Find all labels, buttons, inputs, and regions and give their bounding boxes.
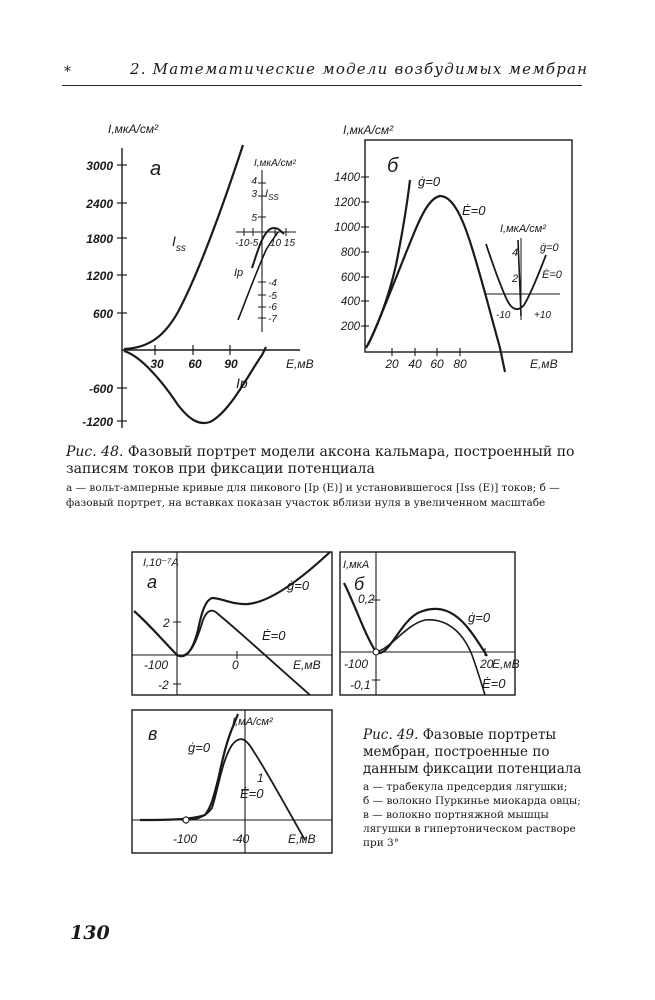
fig49b-xtick: 20 (480, 657, 494, 671)
fig48a-xtick: 30 (150, 357, 164, 371)
fig49a-panel-label: а (147, 572, 158, 592)
fig48a-inset-ytick: 5 (251, 213, 257, 224)
fig48b-ytick: 200 (340, 321, 360, 333)
fig49c-ylabel: I,мА/см² (232, 716, 273, 728)
fig48a-labels (82, 122, 313, 429)
fig48-caption-number: Рис. 48. (66, 444, 124, 460)
fig49c-ytick: 1 (257, 771, 264, 785)
fig48b-inset-xtick: -10 (496, 310, 511, 321)
fig48a-inset-ytick: 3 (251, 189, 257, 200)
fig48a-inset-ytick: -7 (268, 314, 277, 325)
fig48a-ylabel: I,мкА/см² (108, 122, 159, 136)
fig48a-ytick: -600 (88, 382, 113, 396)
fig48b-xlabel: E,мВ (530, 357, 558, 371)
fig48b-ytick: 600 (340, 272, 360, 284)
fig49-caption-text: Фазовые портреты мембран, построенные по данным фиксации потенциала (363, 727, 582, 777)
fig48b-inset-g0: ġ=0 (540, 242, 559, 254)
fig49-legend-item: а — трабекула предсердия лягушки; (363, 781, 568, 793)
fig48b-labels (334, 123, 562, 371)
fig49c-g0: ġ=0 (188, 740, 211, 755)
fig48a-inset-xticks-neg: -10-5 (235, 238, 259, 249)
fig48-legend: а — вольт-амперные кривые для пикового [Ip (E)] и установившегося [Iss (E)] токов; б — фазовый портрет, на вставках показан участок вблизи нуля в увеличенном масштабе (66, 482, 560, 509)
fig48a-panel-label: а (150, 158, 162, 180)
fig48b-ytick: 1000 (334, 222, 360, 234)
fig48a-inset-ip-label: Ip (234, 267, 244, 279)
fig48a-inset-xticks-pos: 10 15 (270, 238, 296, 249)
fig48a-inset-iss-label: $I_{SS}$ (265, 188, 279, 202)
fig49a-xtick: -100 (144, 658, 169, 672)
fig49a-frame (132, 552, 332, 695)
fig49b-xtick: -100 (344, 657, 369, 671)
fig49c-labels (148, 716, 316, 846)
fig48a-inset-ytick: -4 (268, 278, 277, 289)
fig49a-labels (143, 557, 321, 692)
fig49-legend-item: в — волокно портняжной мышцы лягушки в гипертоническом растворе при 3° (363, 809, 576, 849)
fig49b-panel-label: б (354, 574, 365, 594)
fig49b-ytick: 0,2 (358, 592, 375, 606)
fig49b-xlabel: E,мВ (492, 657, 520, 671)
fig48-caption-text: Фазовый портрет модели аксона кальмара, построенный по записям токов при фиксации потенциала (66, 444, 575, 477)
fig49b-labels (343, 559, 520, 692)
fig49b-e0-curve (376, 620, 485, 695)
fig48b-ytick: 800 (340, 247, 360, 259)
fig49c-xtick: -40 (232, 832, 250, 846)
fig48a-iss-label: $I_{ss}$ (172, 233, 186, 254)
fig48a-ytick: 1200 (86, 269, 113, 283)
chapter-title: 2. Математические модели возбудимых мембран (130, 60, 589, 78)
fig49c-e0: Ė=0 (240, 786, 264, 801)
fig48a-ytick: 1800 (86, 232, 113, 246)
fig48b-ytick: 1200 (334, 197, 360, 209)
fig48b-e0-label: Ė=0 (462, 203, 486, 218)
fig49c-xtick: -100 (173, 832, 198, 846)
fig48b-g0-label: ġ=0 (418, 174, 441, 189)
fig48a-ytick: 3000 (86, 159, 113, 173)
fig48a-ytick: 600 (92, 307, 113, 321)
fig49a-e0-curve (177, 611, 310, 695)
fig48a-inset-ylabel: I,мкА/см² (254, 158, 296, 169)
fig49c-xlabel: E,мВ (288, 832, 316, 846)
fig48a-inset-ytick: 4 (251, 176, 257, 187)
fig49c-fixed-point (183, 817, 189, 823)
fig48-caption (66, 444, 590, 478)
fig48b-xtick: 60 (430, 357, 444, 371)
fig48b-inset-ytick: 4 (512, 247, 519, 259)
fig48b-xtick: 80 (453, 357, 467, 371)
fig49-legend (363, 780, 591, 850)
fig48a-xlabel: E,мВ (286, 357, 314, 371)
fig49b-fixed-point (373, 649, 379, 655)
page-number: 130 (70, 922, 110, 944)
fig49a-g0: ġ=0 (287, 578, 310, 593)
fig49a-e0: Ė=0 (262, 628, 286, 643)
fig49-caption (363, 727, 591, 778)
fig49-caption-number: Рис. 49. (363, 727, 419, 743)
fig48a-xtick: 90 (224, 357, 238, 371)
fig49c-panel-label: в (148, 724, 158, 744)
fig49a-xtick: 0 (232, 658, 239, 672)
fig49-legend-item: б — волокно Пуркинье миокарда овцы; (363, 795, 581, 807)
fig49b-ylabel: I,мкА (343, 559, 370, 571)
fig48a-xtick: 60 (188, 357, 202, 371)
fig48a-inset-ytick: -6 (268, 302, 277, 313)
fig48a-ytick: 2400 (86, 197, 113, 211)
fig48b-ytick: 400 (340, 296, 360, 308)
fig48b-xtick: 20 (385, 357, 399, 371)
fig48b-ytick: 1400 (334, 172, 360, 184)
fig48b-e0-curve (368, 196, 505, 372)
fig49a-ytick: 2 (163, 616, 170, 630)
fig48b-inset-ylabel: I,мкА/см² (500, 223, 546, 235)
fig49b-e0: Ė=0 (482, 676, 506, 691)
fig48b-ylabel: I,мкА/см² (343, 123, 394, 137)
fig49a-ylabel: I,10⁻⁷A (143, 557, 179, 569)
fig49b-ytick: -0,1 (350, 678, 371, 692)
fig49a (132, 552, 332, 695)
fig49a-ytick: -2 (158, 678, 169, 692)
fig48a-ytick: -1200 (82, 415, 113, 429)
fig48b-xtick: 40 (408, 357, 422, 371)
header-marker: * (64, 64, 71, 80)
fig48b-inset-ytick: 2 (512, 273, 519, 285)
fig48b-panel-label: б (387, 155, 399, 177)
fig49a-xlabel: E,мВ (293, 658, 321, 672)
fig48b-inset-xtick: +10 (534, 310, 551, 321)
fig48a-inset-ytick: -5 (268, 291, 277, 302)
fig48b-g0-curve (366, 180, 410, 348)
fig49b-g0: ġ=0 (468, 610, 491, 625)
fig48a-ip-label: Ip (236, 375, 248, 391)
fig48b-inset-e0: Ė=0 (542, 269, 562, 281)
